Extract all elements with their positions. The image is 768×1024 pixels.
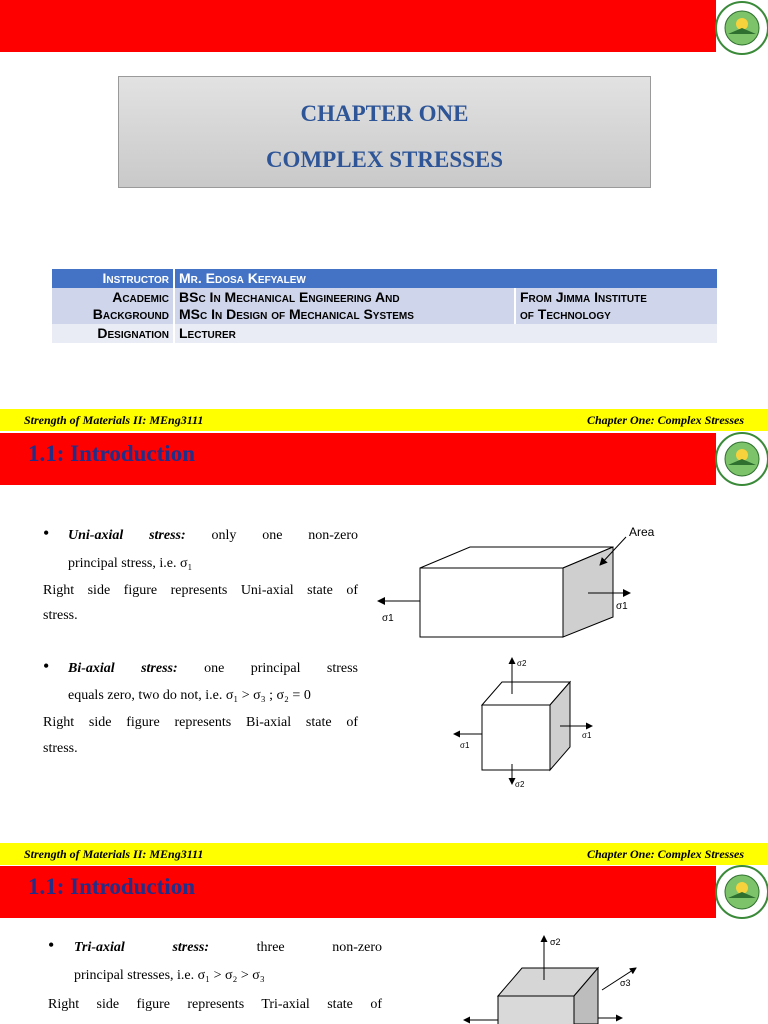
fig1-sigma1-right: σ1 bbox=[616, 601, 628, 612]
fig1-sigma1-left: σ1 bbox=[382, 613, 394, 624]
instructor-label: Instructor bbox=[52, 269, 174, 288]
uni-desc-1: Right side figure represents Uni-axial state of bbox=[43, 583, 358, 598]
bi-bullet: • bbox=[43, 656, 50, 676]
chapter-title: COMPLEX STRESSES bbox=[265, 147, 504, 172]
fig1-area-label: Area bbox=[629, 525, 655, 539]
fig2-sigma2-bottom: σ2 bbox=[515, 780, 525, 789]
university-logo bbox=[714, 864, 768, 920]
tri-line1: Tri-axial stress: three non-zero bbox=[74, 940, 383, 955]
institute-value: From Jimma Institute of Technology bbox=[515, 288, 717, 324]
fig3-sigma2: σ2 bbox=[550, 937, 561, 947]
slide1-header-bar bbox=[0, 0, 716, 52]
bi-desc-1: Right side figure represents Bi-axial state of bbox=[43, 715, 358, 730]
background-row bbox=[52, 288, 717, 324]
chapter-number: CHAPTER ONE bbox=[300, 101, 469, 126]
designation-value: Lecturer bbox=[174, 324, 717, 343]
university-logo bbox=[714, 431, 768, 487]
triaxial-figure bbox=[460, 930, 660, 1024]
designation-row bbox=[52, 324, 717, 343]
biaxial-figure bbox=[440, 652, 610, 792]
uni-desc-2: stress. bbox=[43, 608, 78, 623]
background-value: BSc In Mechanical Engineering And MSc In Design of Mechanical Systems bbox=[174, 288, 515, 324]
footer-course: Strength of Materials II: MEng3111 bbox=[24, 847, 204, 861]
tri-bullet: • bbox=[48, 935, 55, 955]
footer-chapter: Chapter One: Complex Stresses bbox=[586, 413, 744, 427]
university-logo bbox=[714, 0, 768, 56]
bi-desc-2: stress. bbox=[43, 741, 78, 756]
background-label: Academic Background bbox=[52, 288, 174, 324]
uni-bullet: • bbox=[43, 523, 50, 543]
bi-line2: equals zero, two do not, i.e. σ₁ > σ₃ ; σ₂ = 0 bbox=[68, 688, 311, 703]
instructor-value: Mr. Edosa Kefyalew bbox=[174, 269, 717, 288]
slide1-footer bbox=[0, 409, 768, 431]
slide2-footer bbox=[0, 843, 768, 865]
instructor-row bbox=[52, 269, 717, 288]
slide3-title: 1.1: Introduction bbox=[28, 874, 195, 899]
fig3-sigma3: σ3 bbox=[620, 978, 631, 988]
uni-line1: Uni-axial stress: only one non-zero bbox=[68, 528, 358, 543]
fig2-sigma2-top: σ2 bbox=[517, 659, 527, 668]
fig2-sigma1-right: σ1 bbox=[582, 731, 592, 740]
uniaxial-figure bbox=[370, 515, 670, 645]
tri-desc-1: Right side figure represents Tri-axial state of bbox=[48, 997, 382, 1012]
footer-course: Strength of Materials II: MEng3111 bbox=[24, 413, 204, 427]
instructor-info-table bbox=[52, 269, 717, 343]
fig2-sigma1-left: σ1 bbox=[460, 741, 470, 750]
bi-line1: Bi-axial stress: one principal stress bbox=[68, 661, 358, 676]
tri-line2: principal stresses, i.e. σ₁ > σ₂ > σ₃ bbox=[74, 968, 265, 983]
footer-chapter: Chapter One: Complex Stresses bbox=[586, 847, 744, 861]
uni-line2: principal stress, i.e. σ₁ bbox=[68, 556, 193, 571]
designation-label: Designation bbox=[52, 324, 174, 343]
chapter-title-box bbox=[118, 76, 651, 188]
slide2-title: 1.1: Introduction bbox=[28, 441, 195, 466]
